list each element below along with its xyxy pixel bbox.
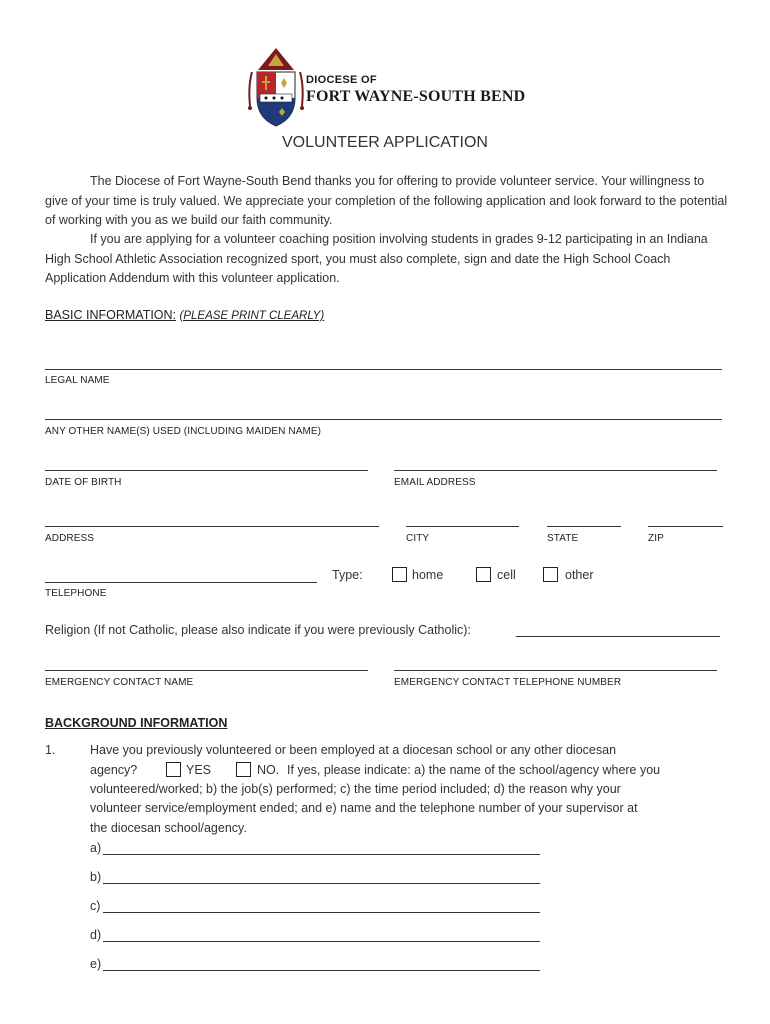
intro-paragraph-2: If you are applying for a volunteer coaching position involving students in grades 9-12 participating in an Indiana High School Athletic Association recognized sport, you must also complete, sign and date the High School Coach Application Addendum with this volunteer application.	[45, 232, 708, 285]
religion-label: Religion (If not Catholic, please also indicate if you were previously Catholic):	[45, 623, 471, 637]
question-1-line-3: volunteered/worked; b) the job(s) performed; c) the time period included; d) the reason why your	[90, 782, 621, 796]
basic-info-heading	[45, 308, 324, 322]
answer-e-label: e)	[90, 957, 102, 971]
emergency-name-label: EMERGENCY CONTACT NAME	[45, 677, 194, 688]
state-label: STATE	[547, 533, 579, 544]
question-1-line-1: Have you previously volunteered or been employed at a diocesan school or any other diocesan	[90, 743, 617, 757]
email-field[interactable]	[394, 470, 717, 471]
dob-label: DATE OF BIRTH	[45, 477, 122, 488]
basic-info-title: BASIC INFORMATION:	[45, 308, 177, 322]
no-label: NO.	[257, 763, 280, 777]
answer-c-label: c)	[90, 899, 101, 913]
state-field[interactable]	[547, 526, 621, 527]
emergency-phone-field[interactable]	[394, 670, 717, 671]
diocese-crest-icon	[246, 46, 306, 130]
legal-name-field[interactable]	[45, 369, 722, 370]
answer-b-label: b)	[90, 870, 102, 884]
address-field[interactable]	[45, 526, 379, 527]
answer-e-field[interactable]	[103, 970, 540, 971]
intro-paragraph-1: The Diocese of Fort Wayne-South Bend thanks you for offering to provide volunteer service. Your willingness to give of your time is truly valued. We appreciate your completion of the following application and look forward to the potential of working with you as we build our faith community.	[45, 174, 728, 227]
phone-type-label: Type:	[332, 568, 363, 582]
answer-a-label: a)	[90, 841, 102, 855]
page-title: VOLUNTEER APPLICATION	[282, 134, 488, 151]
question-1-line-5: the diocesan school/agency.	[90, 821, 247, 835]
city-field[interactable]	[406, 526, 519, 527]
question-1-line-2: If yes, please indicate: a) the name of the school/agency where you	[287, 763, 661, 777]
address-label: ADDRESS	[45, 533, 95, 544]
home-checkbox[interactable]	[392, 567, 407, 582]
question-1-agency: agency?	[90, 763, 138, 777]
cell-checkbox[interactable]	[476, 567, 491, 582]
religion-field[interactable]	[516, 636, 720, 637]
org-line-1: DIOCESE OF	[306, 74, 377, 86]
zip-field[interactable]	[648, 526, 723, 527]
yes-checkbox[interactable]	[166, 762, 181, 777]
city-label: CITY	[406, 533, 430, 544]
org-line-2: FORT WAYNE-SOUTH BEND	[306, 88, 526, 105]
no-checkbox[interactable]	[236, 762, 251, 777]
home-label: home	[412, 568, 444, 582]
question-1-line-4: volunteer service/employment ended; and e) name and the telephone number of your supervisor at	[90, 801, 638, 815]
other-label: other	[565, 568, 594, 582]
telephone-label: TELEPHONE	[45, 588, 107, 599]
question-1-number: 1.	[45, 743, 56, 757]
emergency-phone-label: EMERGENCY CONTACT TELEPHONE NUMBER	[394, 677, 622, 688]
emergency-name-field[interactable]	[45, 670, 368, 671]
other-names-label: ANY OTHER NAME(S) USED (INCLUDING MAIDEN NAME)	[45, 426, 322, 437]
answer-b-field[interactable]	[103, 883, 540, 884]
yes-label: YES	[186, 763, 212, 777]
answer-d-field[interactable]	[103, 941, 540, 942]
background-heading: BACKGROUND INFORMATION	[45, 716, 228, 730]
telephone-field[interactable]	[45, 582, 317, 583]
print-clearly-note: (PLEASE PRINT CLEARLY)	[179, 310, 325, 322]
answer-a-field[interactable]	[103, 854, 540, 855]
other-checkbox[interactable]	[543, 567, 558, 582]
answer-d-label: d)	[90, 928, 102, 942]
email-label: EMAIL ADDRESS	[394, 477, 476, 488]
legal-name-label: LEGAL NAME	[45, 375, 110, 386]
answer-c-field[interactable]	[103, 912, 540, 913]
zip-label: ZIP	[648, 533, 664, 544]
other-names-field[interactable]	[45, 419, 722, 420]
cell-label: cell	[497, 568, 516, 582]
dob-field[interactable]	[45, 470, 368, 471]
